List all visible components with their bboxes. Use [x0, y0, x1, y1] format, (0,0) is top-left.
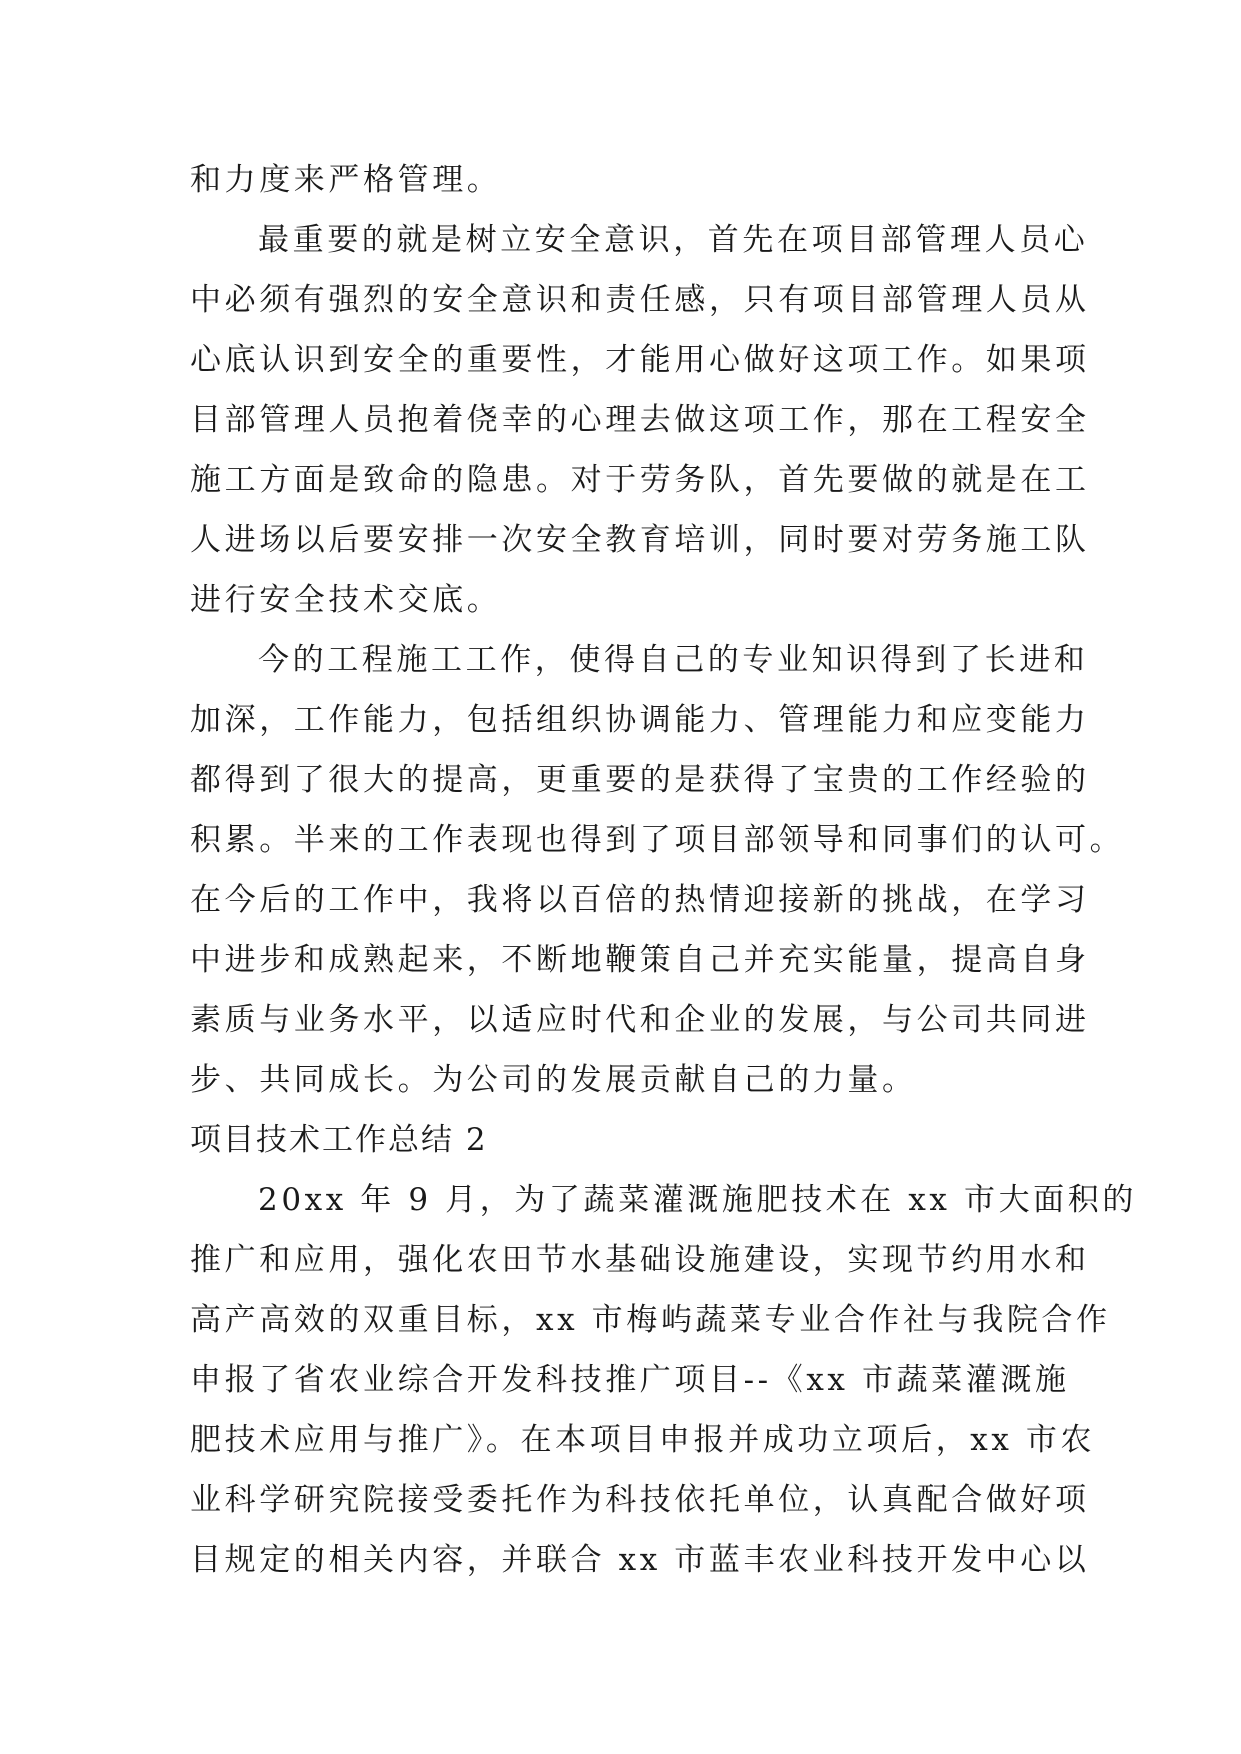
- text-line: 人进场以后要安排一次安全教育培训，同时要对劳务施工队: [190, 522, 1090, 558]
- text-line: 加深，工作能力，包括组织协调能力、管理能力和应变能力: [190, 702, 1090, 738]
- text-line: 申报了省农业综合开发科技推广项目--《xx 市蔬菜灌溉施: [190, 1362, 1070, 1398]
- text-line: 目规定的相关内容，并联合 xx 市蓝丰农业科技开发中心以: [190, 1542, 1090, 1578]
- text-line: 中进步和成熟起来，不断地鞭策自己并充实能量，提高自身: [190, 942, 1090, 978]
- text-line: 业科学研究院接受委托作为科技依托单位，认真配合做好项: [190, 1482, 1090, 1518]
- text-line: 推广和应用，强化农田节水基础设施建设，实现节约用水和: [190, 1242, 1090, 1278]
- text-line: 在今后的工作中，我将以百倍的热情迎接新的挑战，在学习: [190, 882, 1090, 918]
- text-line: 积累。半来的工作表现也得到了项目部领导和同事们的认可。: [190, 822, 1125, 858]
- text-line: 肥技术应用与推广》。在本项目申报并成功立项后，xx 市农: [190, 1422, 1096, 1458]
- text-line: 目部管理人员抱着侥幸的心理去做这项工作，那在工程安全: [190, 402, 1090, 438]
- text-line: 施工方面是致命的隐患。对于劳务队，首先要做的就是在工: [190, 462, 1090, 498]
- text-line: 和力度来严格管理。: [190, 162, 502, 198]
- text-line: 都得到了很大的提高，更重要的是获得了宝贵的工作经验的: [190, 762, 1090, 798]
- text-line: 素质与业务水平，以适应时代和企业的发展，与公司共同进: [190, 1002, 1090, 1038]
- document-body: [190, 150, 1137, 1590]
- text-line: 步、共同成长。为公司的发展贡献自己的力量。: [190, 1062, 917, 1098]
- text-line: 最重要的就是树立安全意识，首先在项目部管理人员心: [258, 222, 1089, 258]
- text-line: 20xx 年 9 月，为了蔬菜灌溉施肥技术在 xx 市大面积的: [258, 1182, 1137, 1218]
- text-line: 高产高效的双重目标，xx 市梅屿蔬菜专业合作社与我院合作: [190, 1302, 1111, 1338]
- text-line: 中必须有强烈的安全意识和责任感，只有项目部管理人员从: [190, 282, 1090, 318]
- text-line: 心底认识到安全的重要性，才能用心做好这项工作。如果项: [190, 342, 1090, 378]
- section-heading: 项目技术工作总结 2: [190, 1122, 488, 1158]
- text-line: 进行安全技术交底。: [190, 582, 502, 618]
- text-line: 今的工程施工工作，使得自己的专业知识得到了长进和: [258, 642, 1089, 678]
